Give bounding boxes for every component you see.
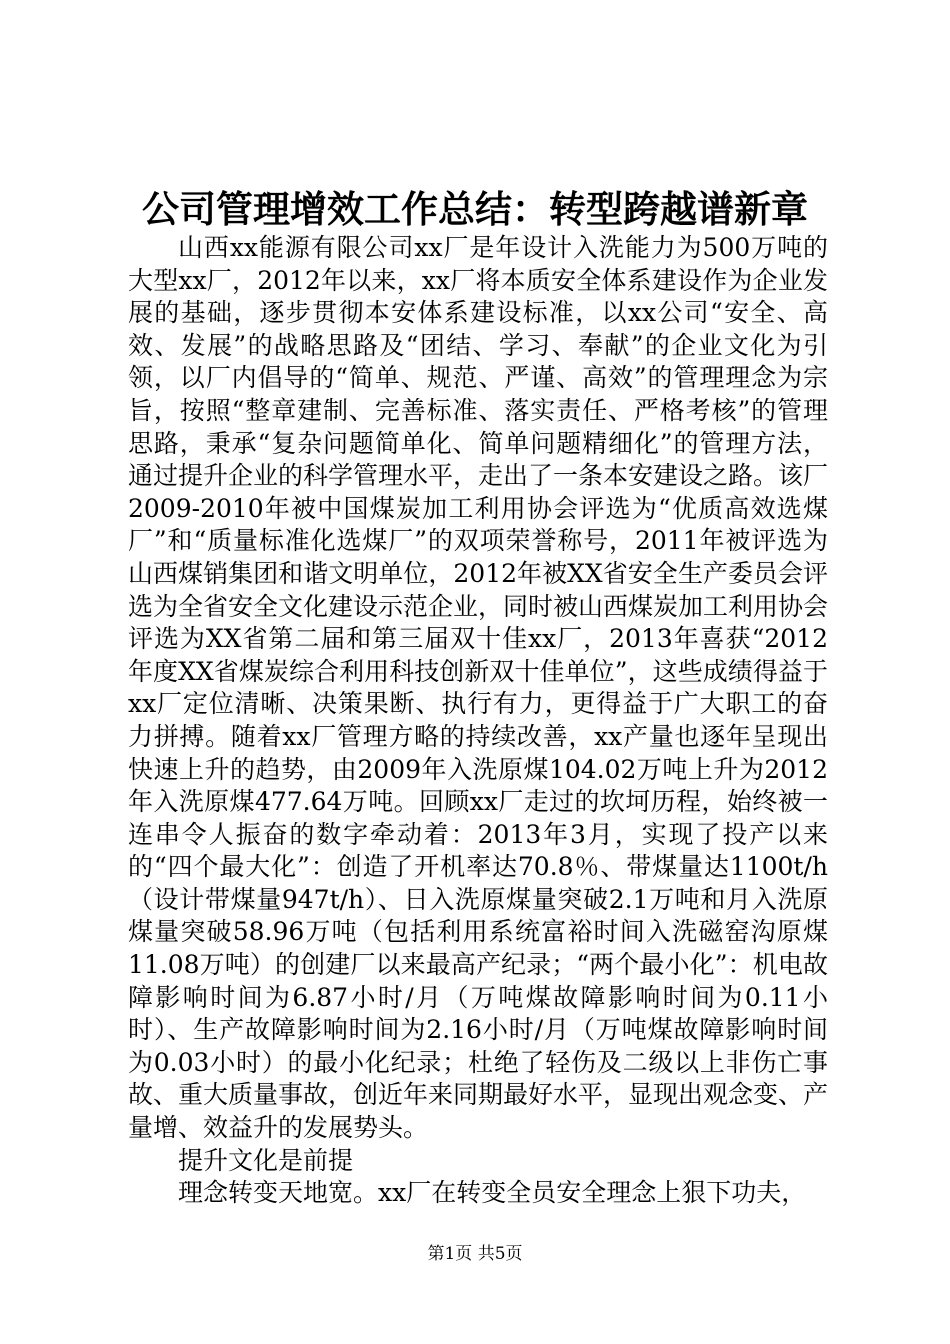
page-footer: 第1页 共5页 xyxy=(427,1244,523,1264)
section-heading: 提升文化是前提 xyxy=(178,1145,354,1175)
body-paragraph-trailing: 理念转变天地宽。xx厂在转变全员安全理念上狠下功夫， xyxy=(178,1178,807,1208)
document-title: 公司管理增效工作总结：转型跨越谱新章 xyxy=(142,187,808,231)
document-body xyxy=(128,232,828,1210)
body-paragraph: 山西xx能源有限公司xx厂是年设计入洗能力为500万吨的大型xx厂，2012年以来，xx厂将本质安全体系建设作为企业发展的基础，逐步贯彻本安体系建设标准，以xx公司“安全、高效、发展”的战略思路及“团结、学习、奉献”的企业文化为引领，以厂内倡导的“简单、规范、严谨、高效”的管理理念为宗旨，按照“整章建制、完善标准、落实责任、严格考核”的管理思路，秉承“复杂问题简单化、简单问题精细化”的管理方法，通过提升企业的科学管理水平，走出了一条本安建设之路。该厂2009-2010年被中国煤炭加工利用协会评选为“优质高效选煤厂”和“质量标准化选煤厂”的双项荣誉称号，2011年被评选为山西煤销集团和谐文明单位，2012年被XX省安全生产委员会评选为全省安全文化建设示范企业，同时被山西煤炭加工利用协会评选为XX省第二届和第三届双十佳xx厂，2013年喜获“2012年度XX省煤炭综合利用科技创新双十佳单位”，这些成绩得益于xx厂定位清晰、决策果断、执行有力，更得益于广大职工的奋力拼搏。随着xx厂管理方略的持续改善，xx产量也逐年呈现出快速上升的趋势，由2009年入洗原煤104.02万吨上升为2012年入洗原煤477.64万吨。回顾xx厂走过的坎坷历程，始终被一连串令人振奋的数字牵动着：2013年3月，实现了投产以来的“四个最大化”：创造了开机率达70.8％、带煤量达1100t/h（设计带煤量947t/h）、日入洗原煤量突破2.1万吨和月入洗原煤量突破58.96万吨（包括利用系统富裕时间入洗磁窑沟原煤11.08万吨）的创建厂以来最高产纪录；“两个最小化”：机电故障影响时间为6.87小时/月（万吨煤故障影响时间为0.11小时）、生产故障影响时间为2.16小时/月（万吨煤故障影响时间为0.03小时）的最小化纪录；杜绝了轻伤及二级以上非伤亡事故、重大质量事故，创近年来同期最好水平，显现出观念变、产量增、效益升的发展势头。 xyxy=(128,233,829,1143)
